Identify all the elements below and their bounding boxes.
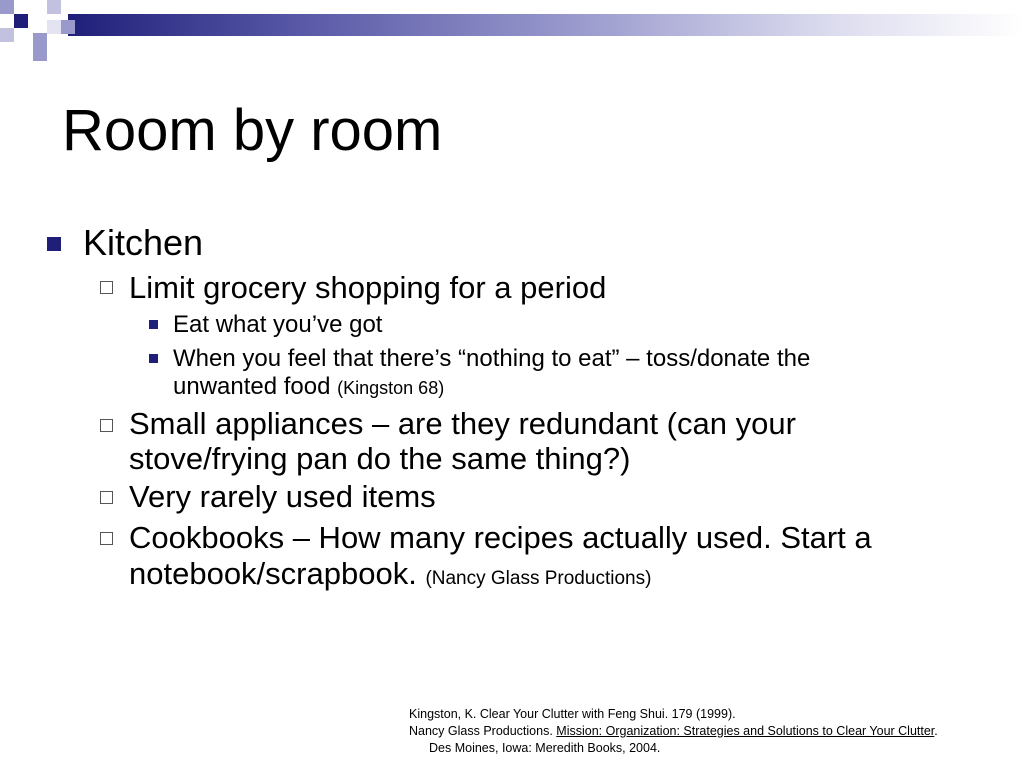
bullet-kitchen: Kitchen <box>83 222 204 263</box>
bullet-rarely-used: Very rarely used items <box>129 479 436 514</box>
sub-bullet-nothing-text: unwanted food <box>173 373 331 400</box>
bullet-small-appliances-line1: Small appliances – are they redundant (can your <box>129 406 796 441</box>
square-bullet-icon <box>149 354 158 363</box>
header-decoration <box>0 0 1024 70</box>
square-bullet-icon <box>47 237 61 251</box>
references <box>409 706 938 757</box>
citation-nancy-glass: (Nancy Glass Productions) <box>425 568 652 589</box>
bullet-cookbooks-line1: Cookbooks – How many recipes actually used. Start a <box>129 520 872 555</box>
reference-nancy-suffix: . <box>934 724 938 738</box>
box-bullet-icon <box>100 532 113 545</box>
square-bullet-icon <box>149 320 158 329</box>
reference-nancy-glass <box>409 723 938 740</box>
reference-kingston: Kingston, K. Clear Your Clutter with Feng Shui. 179 (1999). <box>409 707 736 721</box>
gradient-bar <box>68 14 1024 36</box>
reference-nancy-prefix: Nancy Glass Productions. <box>409 724 557 738</box>
bullet-limit-grocery: Limit grocery shopping for a period <box>129 270 607 305</box>
decor-square <box>61 20 75 34</box>
sub-bullet-eat: Eat what you’ve got <box>173 311 383 338</box>
reference-book-title: Mission: Organization: Strategies and Solutions to Clear Your Clutter <box>556 724 935 738</box>
decor-square <box>0 0 14 14</box>
decor-square <box>0 28 14 42</box>
decor-square <box>14 14 28 28</box>
bullet-small-appliances-line2: stove/frying pan do the same thing?) <box>129 441 631 476</box>
box-bullet-icon <box>100 491 113 504</box>
decor-square <box>33 47 47 61</box>
reference-publisher: Des Moines, Iowa: Meredith Books, 2004. <box>429 741 661 755</box>
box-bullet-icon <box>100 419 113 432</box>
citation-kingston: (Kingston 68) <box>337 378 445 398</box>
bullet-cookbooks-text: notebook/scrapbook. <box>129 556 417 591</box>
decor-square <box>33 33 47 47</box>
slide-title: Room by room <box>62 98 443 163</box>
decor-square <box>47 0 61 14</box>
bullet-cookbooks-line2 <box>129 556 651 597</box>
decor-square <box>47 20 61 34</box>
sub-bullet-nothing-line1: When you feel that there’s “nothing to eat” – toss/donate the <box>173 345 811 372</box>
sub-bullet-nothing-line2 <box>173 373 444 402</box>
box-bullet-icon <box>100 281 113 294</box>
